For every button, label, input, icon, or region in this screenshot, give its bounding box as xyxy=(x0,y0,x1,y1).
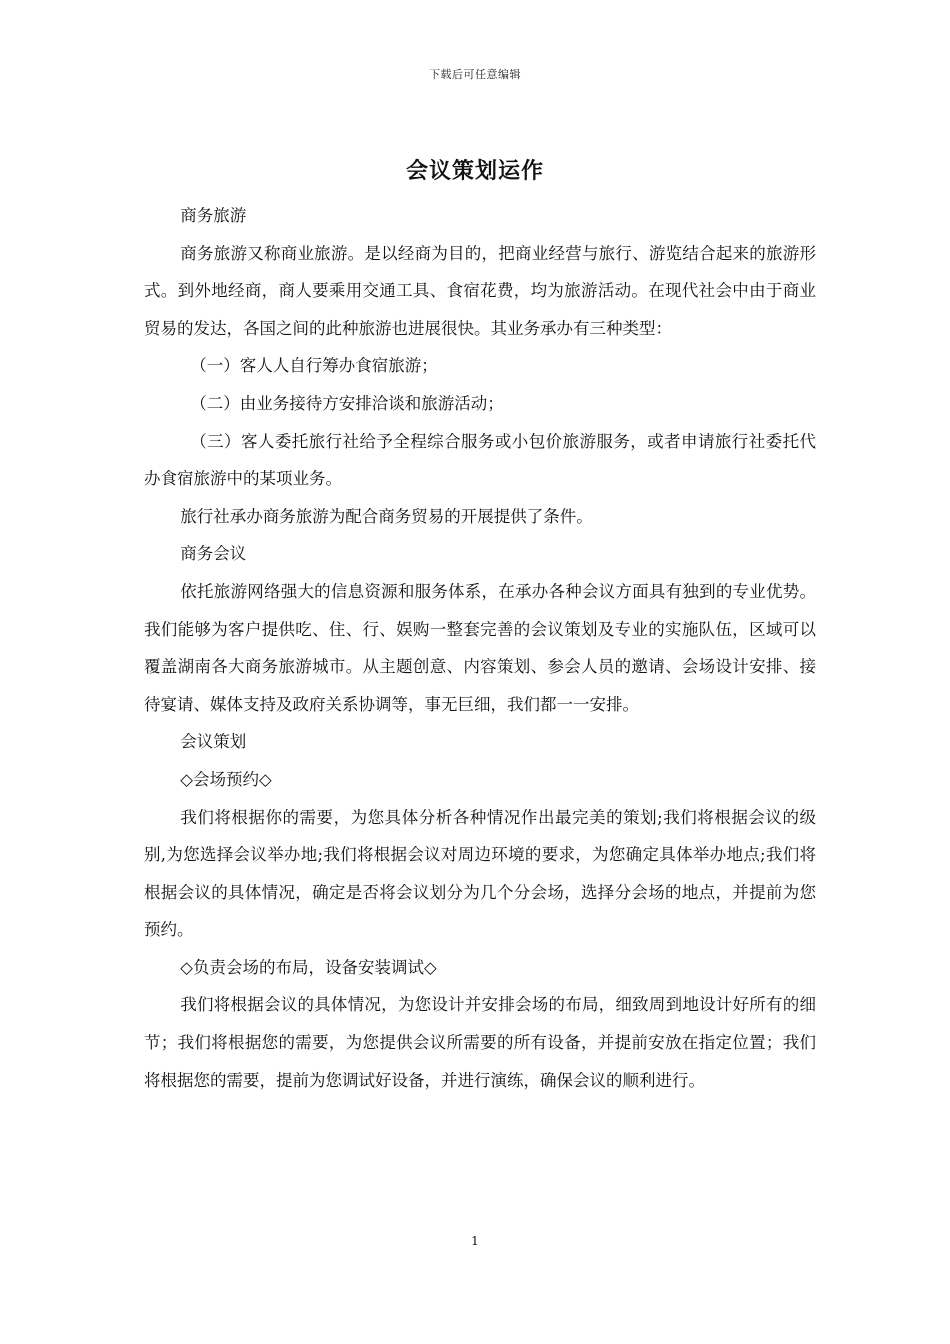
header-note: 下载后可任意编辑 xyxy=(429,68,521,81)
paragraph-business-meeting: 依托旅游网络强大的信息资源和服务体系，在承办各种会议方面具有独到的专业优势。我们能够为客户提供吃、住、行、娱购一整套完善的会议策划及专业的实施队伍，区域可以覆盖湖南各大商务旅游城市。从主题创意、内容策划、参会人员的邀请、会场设计安排、接待宴请、媒体支持及政府关系协调等，事无巨细，我们都一一安排。 xyxy=(144,581,816,714)
subheading-venue-layout: ◇负责会场的布局，设备安装调试◇ xyxy=(180,957,437,977)
section-heading-business-travel: 商务旅游 xyxy=(180,206,247,225)
section-heading-meeting-planning: 会议策划 xyxy=(180,732,247,752)
paragraph-business-travel: 商务旅游又称商业旅游。是以经商为目的，把商业经营与旅行、游览结合起来的旅游形式。到外地经商，商人要乘用交通工具、食宿花费，均为旅游活动。在现代社会中由于商业贸易的发达，各国之间的此种旅游也进展很快。其业务承办有三种类型： xyxy=(144,243,816,338)
paragraph-venue-booking: 我们将根据你的需要，为您具体分析各种情况作出最完美的策划;我们将根据会议的级别,为您选择会议举办地;我们将根据会议对周边环境的要求，为您确定具体举办地点;我们将根据会议的具体情况，确定是否将会议划分为几个分会场，选择分会场的地点，并提前为您预约。 xyxy=(144,807,816,940)
list-item-2: （二）由业务接待方安排洽谈和旅游活动； xyxy=(190,393,504,413)
section-heading-business-meeting: 商务会议 xyxy=(180,544,247,564)
document-body xyxy=(144,197,816,1099)
page-number: 1 xyxy=(471,1234,479,1248)
list-item-3: （三）客人委托旅行社给予全程综合服务或小包价旅游服务，或者申请旅行社委托代办食宿旅游中的某项业务。 xyxy=(144,431,816,489)
document-title: 会议策划运作 xyxy=(405,158,544,184)
subheading-venue-booking: ◇会场预约◇ xyxy=(180,769,272,789)
paragraph-venue-layout: 我们将根据会议的具体情况，为您设计并安排会场的布局，细致周到地设计好所有的细节；我们将根据您的需要，为您提供会议所需要的所有设备，并提前安放在指定位置；我们将根据您的需要，提前为您调试好设备，并进行演练，确保会议的顺利进行。 xyxy=(144,995,816,1090)
list-item-1: （一）客人人自行筹办食宿旅游； xyxy=(190,356,438,376)
paragraph-travel-agency: 旅行社承办商务旅游为配合商务贸易的开展提供了条件。 xyxy=(180,506,593,526)
